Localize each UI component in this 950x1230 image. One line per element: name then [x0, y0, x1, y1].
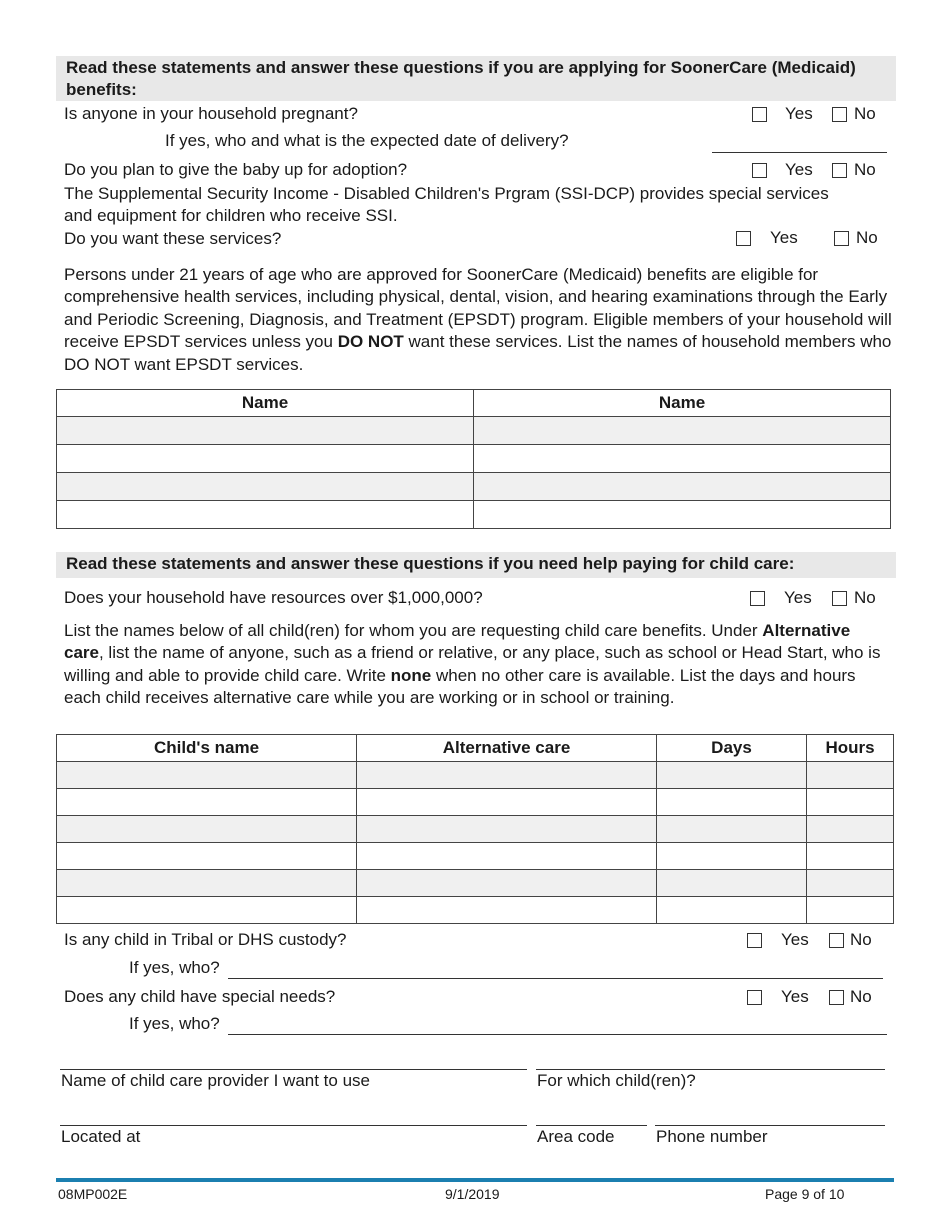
epsdt-name-cell[interactable]	[57, 501, 474, 529]
footer-page-number: Page 9 of 10	[765, 1186, 845, 1202]
childcare-instructions	[64, 620, 894, 710]
resources-no-label: No	[854, 588, 876, 607]
special-needs-no-checkbox[interactable]	[829, 990, 844, 1005]
alternative-care-header: Alternative care	[357, 735, 657, 762]
days-cell[interactable]	[657, 789, 807, 816]
child-name-header: Child's name	[57, 735, 357, 762]
epsdt-names-table	[56, 389, 891, 529]
special-needs-who-input-line[interactable]	[228, 1034, 887, 1035]
table-row	[57, 417, 891, 445]
hours-cell[interactable]	[807, 897, 894, 924]
pregnant-no-checkbox[interactable]	[832, 107, 847, 122]
custody-if-yes-who: If yes, who?	[129, 958, 220, 977]
adoption-yes-checkbox[interactable]	[752, 163, 767, 178]
table-row	[57, 473, 891, 501]
question-special-needs: Does any child have special needs?	[64, 987, 336, 1006]
resources-yes-label: Yes	[784, 588, 812, 607]
days-cell[interactable]	[657, 816, 807, 843]
table-row	[57, 897, 894, 924]
medicaid-header-text: Read these statements and answer these questions if you are applying for SoonerCare (Medicaid) benefits:	[66, 58, 856, 99]
footer-date: 9/1/2019	[445, 1186, 500, 1202]
table-row	[57, 843, 894, 870]
alternative-care-bold: Alternative care	[64, 621, 851, 663]
child-name-cell[interactable]	[57, 816, 357, 843]
question-ssi-services: Do you want these services?	[64, 229, 282, 248]
childcare-table	[56, 734, 894, 924]
childcare-instr-text-2: , list the name of anyone, such as a friend or relative, or any place, such as school or Head Start, who is willing and able to provide child care. Write	[64, 643, 881, 685]
table-row	[57, 816, 894, 843]
adoption-no-checkbox[interactable]	[832, 163, 847, 178]
custody-no-checkbox[interactable]	[829, 933, 844, 948]
alt-care-cell[interactable]	[357, 762, 657, 789]
epsdt-text-1: Persons under 21 years of age who are approved for SoonerCare (Medicaid) benefits are eligible for comprehensive health services, including physical, dental, vision, and hearing examinations through the Early and Periodic Screening, Diagnosis, and Treatment (EPSDT) program. Eligible members of your household will receive EPSDT services unless you	[64, 265, 892, 352]
ssi-dcp-description: The Supplemental Security Income - Disabled Children's Prgram (SSI-DCP) provides special services and equipment for children who receive SSI.	[64, 184, 829, 226]
footer-form-id: 08MP002E	[58, 1186, 128, 1202]
services-no-label: No	[856, 228, 878, 247]
hours-cell[interactable]	[807, 843, 894, 870]
childcare-section-header	[56, 552, 896, 578]
child-name-cell[interactable]	[57, 870, 357, 897]
epsdt-name-header-1: Name	[57, 390, 474, 417]
table-row	[57, 501, 891, 529]
delivery-date-input-line[interactable]	[712, 152, 887, 153]
question-custody: Is any child in Tribal or DHS custody?	[64, 930, 347, 949]
child-name-cell[interactable]	[57, 762, 357, 789]
custody-yes-checkbox[interactable]	[747, 933, 762, 948]
custody-yes-label: Yes	[781, 930, 809, 949]
services-yes-checkbox[interactable]	[736, 231, 751, 246]
special-needs-if-yes-who: If yes, who?	[129, 1014, 220, 1033]
epsdt-name-cell[interactable]	[474, 417, 891, 445]
days-cell[interactable]	[657, 897, 807, 924]
epsdt-name-cell[interactable]	[57, 417, 474, 445]
resources-no-checkbox[interactable]	[832, 591, 847, 606]
adoption-yes-label: Yes	[785, 160, 813, 179]
hours-header: Hours	[807, 735, 894, 762]
hours-cell[interactable]	[807, 789, 894, 816]
pregnant-yes-label: Yes	[785, 104, 813, 123]
area-code-label: Area code	[537, 1127, 615, 1146]
medicaid-section-header	[56, 56, 896, 101]
epsdt-name-cell[interactable]	[57, 473, 474, 501]
epsdt-name-header-2: Name	[474, 390, 891, 417]
question-pregnant: Is anyone in your household pregnant?	[64, 104, 358, 123]
none-bold: none	[390, 665, 432, 685]
question-adoption: Do you plan to give the baby up for adoption?	[64, 160, 408, 179]
epsdt-text-2: want these services. List the names of household members who DO NOT want EPSDT services.	[64, 332, 892, 374]
located-at-label: Located at	[61, 1127, 141, 1146]
alt-care-cell[interactable]	[357, 816, 657, 843]
question-delivery-date: If yes, who and what is the expected date of delivery?	[165, 131, 569, 150]
alt-care-cell[interactable]	[357, 870, 657, 897]
table-row	[57, 445, 891, 473]
adoption-no-label: No	[854, 160, 876, 179]
epsdt-paragraph	[64, 264, 894, 376]
alt-care-cell[interactable]	[357, 843, 657, 870]
child-name-cell[interactable]	[57, 897, 357, 924]
resources-yes-checkbox[interactable]	[750, 591, 765, 606]
hours-cell[interactable]	[807, 870, 894, 897]
phone-number-label: Phone number	[656, 1127, 768, 1146]
alt-care-cell[interactable]	[357, 789, 657, 816]
pregnant-yes-checkbox[interactable]	[752, 107, 767, 122]
childcare-instr-text-3: when no other care is available. List the days and hours each child receives alternative care while you are working or in school or training.	[64, 665, 856, 708]
question-resources: Does your household have resources over $1,000,000?	[64, 588, 483, 607]
pregnant-no-label: No	[854, 104, 876, 123]
epsdt-name-cell[interactable]	[474, 473, 891, 501]
childcare-header-text: Read these statements and answer these questions if you need help paying for child care:	[66, 554, 795, 573]
which-children-label: For which child(ren)?	[537, 1071, 696, 1090]
provider-name-label: Name of child care provider I want to use	[61, 1071, 370, 1090]
services-yes-label: Yes	[770, 228, 798, 247]
days-header: Days	[657, 735, 807, 762]
custody-who-input-line[interactable]	[228, 978, 883, 979]
alt-care-cell[interactable]	[357, 897, 657, 924]
services-no-checkbox[interactable]	[834, 231, 849, 246]
table-row	[57, 762, 894, 789]
days-cell[interactable]	[657, 762, 807, 789]
hours-cell[interactable]	[807, 816, 894, 843]
days-cell[interactable]	[657, 843, 807, 870]
epsdt-name-cell[interactable]	[474, 501, 891, 529]
custody-no-label: No	[850, 930, 872, 949]
epsdt-name-cell[interactable]	[474, 445, 891, 473]
childcare-instr-text-1: List the names below of all child(ren) for whom you are requesting child care benefits. Under	[64, 621, 763, 640]
table-row	[57, 870, 894, 897]
epsdt-do-not: DO NOT	[337, 332, 404, 352]
table-row	[57, 789, 894, 816]
special-needs-no-label: No	[850, 987, 872, 1006]
child-name-cell[interactable]	[57, 789, 357, 816]
days-cell[interactable]	[657, 870, 807, 897]
epsdt-name-cell[interactable]	[57, 445, 474, 473]
special-needs-yes-checkbox[interactable]	[747, 990, 762, 1005]
child-name-cell[interactable]	[57, 843, 357, 870]
special-needs-yes-label: Yes	[781, 987, 809, 1006]
hours-cell[interactable]	[807, 762, 894, 789]
footer-divider	[56, 1178, 894, 1182]
